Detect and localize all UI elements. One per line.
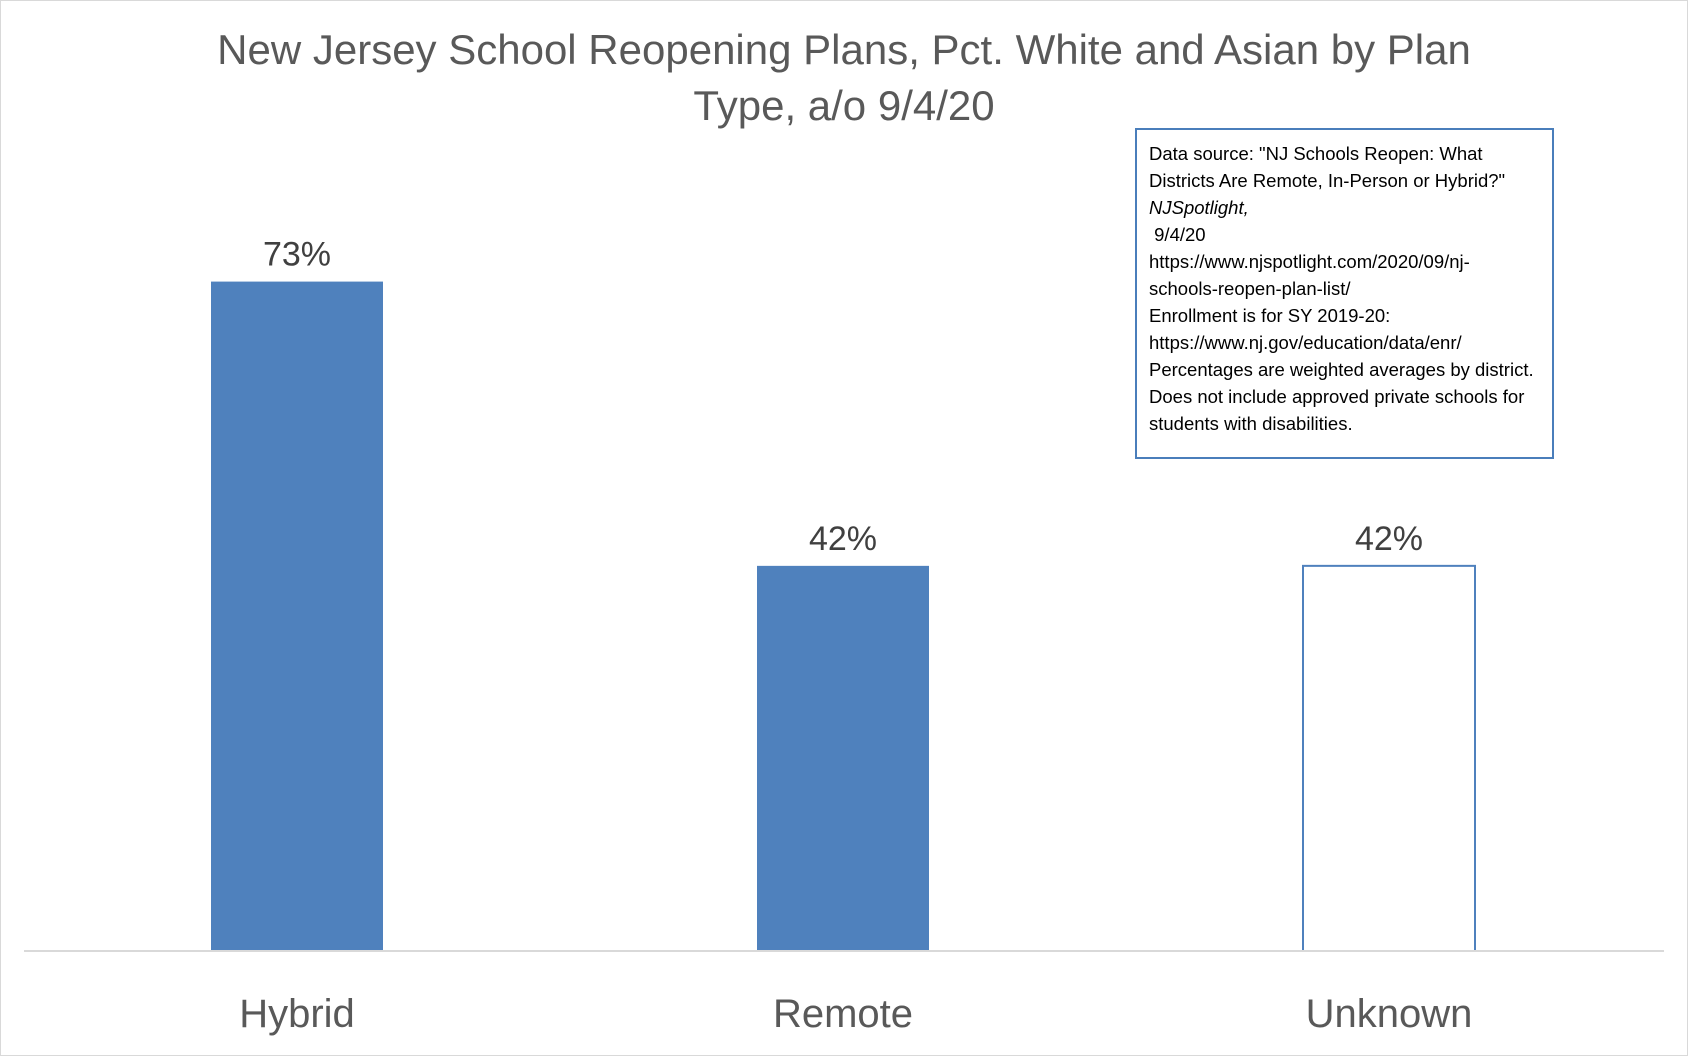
note-line: https://www.nj.gov/education/data/enr/ bbox=[1149, 332, 1462, 353]
note-line: students with disabilities. bbox=[1149, 413, 1353, 434]
note-line: https://www.njspotlight.com/2020/09/nj- bbox=[1149, 251, 1470, 272]
data-source-note bbox=[1135, 128, 1554, 459]
note-line-publication: NJSpotlight, bbox=[1149, 197, 1249, 218]
x-tick-label-remote: Remote bbox=[772, 992, 914, 1036]
bar-unknown bbox=[1303, 566, 1475, 951]
data-label-remote: 42% bbox=[808, 519, 878, 558]
data-label-unknown: 42% bbox=[1354, 519, 1424, 558]
bar-remote bbox=[757, 566, 929, 951]
note-line: Data source: "NJ Schools Reopen: What bbox=[1149, 143, 1483, 164]
note-line: Districts Are Remote, In-Person or Hybrid?" bbox=[1149, 170, 1506, 191]
x-tick-label-hybrid: Hybrid bbox=[239, 992, 355, 1036]
note-line: schools-reopen-plan-list/ bbox=[1149, 278, 1351, 299]
note-line: Percentages are weighted averages by district. bbox=[1149, 359, 1534, 380]
chart-title-line-1: New Jersey School Reopening Plans, Pct. White and Asian by Plan bbox=[217, 26, 1471, 73]
chart-title-line-2: Type, a/o 9/4/20 bbox=[693, 82, 995, 129]
note-line: Does not include approved private schools for bbox=[1149, 386, 1525, 407]
bar-hybrid bbox=[211, 282, 383, 951]
note-line: 9/4/20 bbox=[1149, 224, 1206, 245]
note-line: Enrollment is for SY 2019-20: bbox=[1149, 305, 1391, 326]
x-tick-label-unknown: Unknown bbox=[1305, 992, 1473, 1036]
data-label-hybrid: 73% bbox=[262, 235, 332, 274]
